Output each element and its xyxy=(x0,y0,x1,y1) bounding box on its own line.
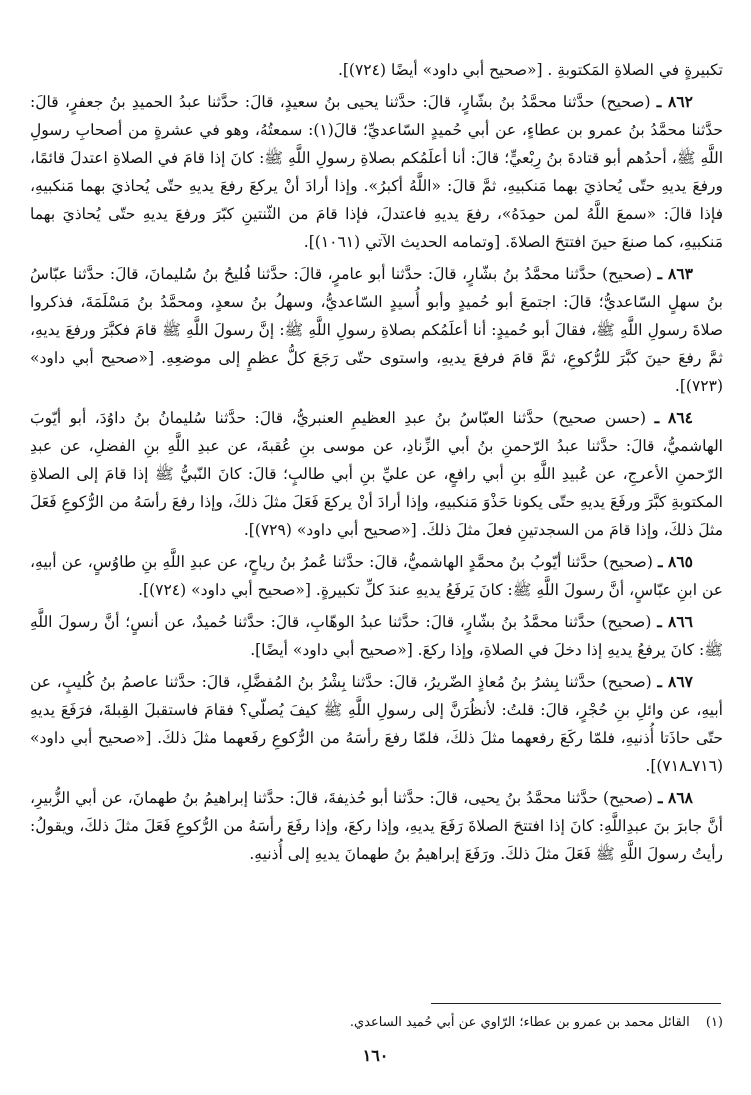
hadith-number: ٨٦٦ ـ xyxy=(657,612,693,631)
footnote-marker: (١) xyxy=(705,1015,723,1030)
hadith-866 xyxy=(30,608,723,664)
hadith-868 xyxy=(30,784,723,868)
hadith-text: (صحيح) حدَّثنا محمَّدُ بنُ بشّارٍ، قالَ: حدَّثنا يحيى بنُ سعيدٍ، قالَ: حدَّثنا عبدُ الحميدِ بنُ جعفرٍ، قالَ: حدَّثنا محمَّدُ بنُ عمرو بن عطاءٍ، عن أبي حُميدٍ السّاعديِّ؛ قالَ(١): سمعتُهُ، وهو في عشرةٍ من أصحابِ رسولِ اللَّهِ ﷺ، أحدُهم أبو قتادةَ بنُ رِبْعيٍّ؛ قالَ: أنا أعلَمُكم بصلاةِ رسولِ اللَّهِ ﷺ: كانَ إذا قامَ في الصلاةِ اعتدلَ قائمًا، ورفعَ يديهِ حتّى يُحاذيَ بهما مَنكبيهِ، ثمَّ قالَ: «اللَّهُ أكبرُ». وإذا أرادَ أنْ يركعَ رفعَ يديهِ حتّى يُحاذيَ بهما مَنكبيهِ، فإذا قالَ: «سمعَ اللَّهُ لمن حمِدَهُ»، رفعَ يديهِ فاعتدلَ، فإذا قامَ من الثّنتينِ كبّرَ ورفعَ يديهِ حتّى يُحاذيَ بهما مَنكبيهِ، كما صنعَ حينَ افتتحَ الصلاةَ. [وتمامه الحديث الآتي (١٠٦١)]. xyxy=(30,93,723,251)
footnote xyxy=(30,1012,723,1034)
hadith-number: ٨٦٢ ـ xyxy=(656,92,693,111)
hadith-text: (صحيح) حدَّثنا أيّوبُ بنُ محمَّدٍ الهاشميُّ، قالَ: حدَّثنا عُمرُ بنُ رياحٍ، عن عبدِ اللَّهِ بنِ طاوُسٍ، عن أبيهِ، عن ابنِ عبّاسٍ، أنَّ رسولَ اللَّهِ ﷺ: كانَ يَرفَعُ يديهِ عندَ كلِّ تكبيرةٍ. [«صحيح أبي داود» (٧٢٤)]. xyxy=(30,553,723,599)
hadith-number: ٨٦٣ ـ xyxy=(657,264,693,283)
hadith-number: ٨٦٥ ـ xyxy=(657,552,693,571)
hadith-number: ٨٦٨ ـ xyxy=(657,788,693,807)
page-body xyxy=(30,56,723,872)
hadith-text: (صحيح) حدَّثنا محمَّدُ بنُ بشّارٍ، قالَ: حدَّثنا عبدُ الوهّابِ، قالَ: حدَّثنا حُميدٌ، عن أنسٍ؛ أنَّ رسولَ اللَّهِ ﷺ: كانَ يرفعُ يديهِ إذا دخلَ في الصلاةِ، وإذا ركعَ. [«صحيح أبي داود» أيضًا]. xyxy=(30,613,723,659)
hadith-text: (حسن صحيح) حدَّثنا العبّاسُ بنُ عبدِ العظيمِ العنبريُّ، قالَ: حدَّثنا سُليمانُ بنُ داوُدَ، أبو أيّوبَ الهاشميُّ، قالَ: حدَّثنا عبدُ الرّحمنِ بنُ أبي الزِّنادِ، عن موسى بنِ عُقبةَ، عن عبدِ اللَّهِ بنِ الفضلِ، عن عبدِ الرّحمنِ الأعرجِ، عن عُبيدِ اللَّهِ بنِ أبي رافعٍ، عن عليِّ بنِ أبي طالبٍ؛ قالَ: كانَ النّبيُّ ﷺ إذا قامَ إلى الصلاةِ المكتوبةِ كبَّرَ ورفَعَ يديهِ حتّى يكونا حَذْوَ مَنكبيهِ، وإذا أرادَ أنْ يركعَ فَعَلَ مثلَ ذلكَ، وإذا رفعَ رأسَهُ من الرُّكوعِ فَعَلَ مثلَ ذلكَ، وإذا قامَ من السجدتينِ فعلَ مثلَ ذلكَ. [«صحيح أبي داود» (٧٢٩)]. xyxy=(30,409,723,539)
page-number: ١٦٠ xyxy=(362,1046,389,1065)
hadith-text: (صحيح) حدَّثنا محمَّدُ بنُ يحيى، قالَ: حدَّثنا أبو حُذيفةَ، قالَ: حدَّثنا إبراهيمُ بنُ طهمانَ، عن أبي الزُّبيرِ، أنَّ جابرَ بنَ عبدِاللَّهِ: كانَ إذا افتتحَ الصلاةَ رَفَعَ يديهِ، وإذا ركعَ، وإذا رفَعَ رأسَهُ من الرُّكوعِ فَعَلَ مثلَ ذلكَ، ويقولُ: رأيتُ رسولَ اللَّهِ ﷺ فَعَلَ مثلَ ذلكَ. ورَفَعَ إبراهيمُ بنُ طهمانَ يديهِ إلى أُذنيهِ. xyxy=(30,789,723,863)
footnote-text: القائل محمد بن عمرو بن عطاء؛ الرّاوي عن أبي حُميد الساعدي. xyxy=(349,1015,690,1030)
footnote-divider xyxy=(431,1003,721,1004)
hadith-continuation xyxy=(30,56,723,84)
hadith-863 xyxy=(30,260,723,400)
hadith-text: تكبيرةٍ في الصلاةِ المَكتوبةِ . [«صحيح أبي داود» أيضًا (٧٢٤)]. xyxy=(337,61,723,79)
hadith-865 xyxy=(30,548,723,604)
hadith-862 xyxy=(30,88,723,256)
hadith-867 xyxy=(30,668,723,780)
hadith-number: ٨٦٧ ـ xyxy=(657,672,693,691)
hadith-864 xyxy=(30,404,723,544)
hadith-text: (صحيح) حدَّثنا محمَّدُ بنُ بشّارٍ، قالَ: حدَّثنا أبو عامرٍ، قالَ: حدَّثنا فُليحُ بنُ سُليمانَ، قالَ: حدَّثنا عبّاسُ بنُ سهلٍ السّاعديُّ؛ قالَ: اجتمعَ أبو حُميدٍ وأبو أُسيدٍ السّاعديُّ، وسهلُ بنُ سعدٍ، ومحمَّدُ بنُ مَسْلَمَةَ، فذكروا صلاةَ رسولِ اللَّهِ ﷺ، فقالَ أبو حُميدٍ: أنا أعلَمُكم بصلاةِ رسولِ اللَّهِ ﷺ: إنَّ رسولَ اللَّهِ ﷺ قامَ فكبَّرَ ورفعَ يديهِ، ثمَّ رفعَ حينَ كبَّرَ للرُّكوعِ، ثمَّ قامَ فرفعَ يديهِ، واستوى حتّى رَجَعَ كلُّ عظمٍ إلى موضعِهِ. [«صحيح أبي داود» (٧٢٣)]. xyxy=(30,265,723,395)
hadith-number: ٨٦٤ ـ xyxy=(654,408,694,427)
hadith-text: (صحيح) حدَّثنا بِشرُ بنُ مُعاذٍ الضّريرُ، قالَ: حدَّثنا بِشْرُ بنُ المُفضَّلِ، قالَ: حدَّثنا عاصمُ بنُ كُليبٍ، عن أبيهِ، عن وائلِ بنِ حُجْرٍ، قالَ: قلتُ: لأنظُرَنَّ إلى رسولِ اللَّهِ ﷺ كيفَ يُصلّي؟ فقامَ فاستقبلَ القِبلةَ، فرَفَعَ يديهِ حتّى حاذَتا أُذنيهِ، فلمّا ركَعَ رفعهما مثلَ ذلكَ، فلمّا رفعَ رأسَهُ من الرُّكوعِ رفَعهما مثلَ ذلكَ. [«صحيح أبي داود» (٧١٦ـ٧١٨)]. xyxy=(30,673,723,775)
